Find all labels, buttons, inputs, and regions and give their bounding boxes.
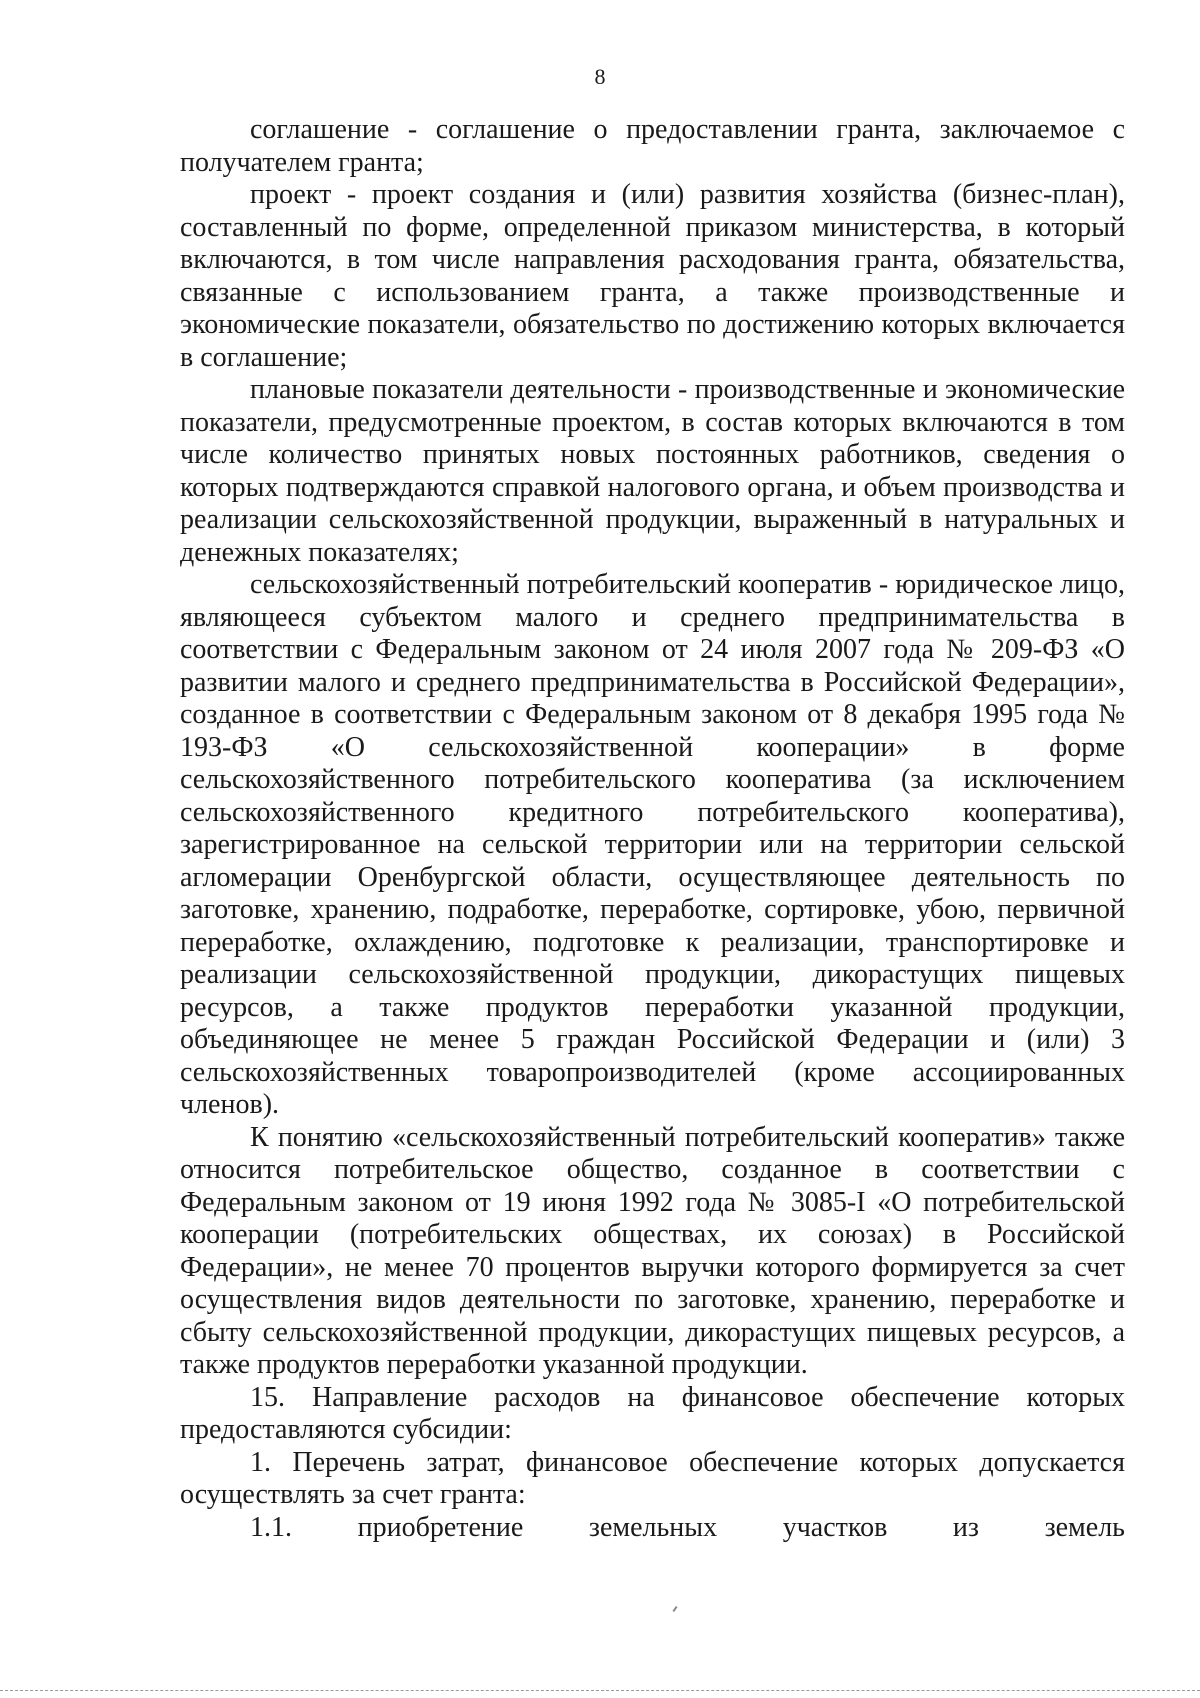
paragraph-planned-indicators-definition: плановые показатели деятельности - производственные и экономические показатели, предусмотренные проектом, в состав которых включаются в том числе количество принятых новых постоянных работников, сведения о которых подтверждаются справкой налогового органа, и объем производства и реализации сельскохозяйственной продукции, выраженный в натуральных и денежных показателях; xyxy=(180,374,1125,568)
document-body xyxy=(180,114,1125,1544)
paragraph-section-15: 15. Направление расходов на финансовое обеспечение которых предоставляются субсидии: xyxy=(180,1381,1125,1445)
page-number: 8 xyxy=(594,64,606,89)
paragraph-project-definition: проект - проект создания и (или) развития хозяйства (бизнес-план), составленный по форме, определенной приказом министерства, в который включаются, в том числе направления расходования гранта, обязательства, связанные с использованием гранта, а также производственные и экономические показатели, обязательство по достижению которых включается в соглашение; xyxy=(180,179,1125,373)
item-word: приобретение xyxy=(357,1511,524,1543)
paragraph-consumer-society-clarification: К понятию «сельскохозяйственный потребительский кооператив» также относится потребительское общество, созданное в соответствии с Федеральным законом от 19 июня 1992 года № 3085-I «О потребительской кооперации (потребительских обществах, их союзах) в Российской Федерации», не менее 70 процентов выручки которого формируется за счет осуществления видов деятельности по заготовке, хранению, переработке и сбыту сельскохозяйственной продукции, дикорастущих пищевых ресурсов, а также продуктов переработки указанной продукции. xyxy=(180,1121,1125,1380)
paragraph-item-1-1 xyxy=(180,1512,1125,1545)
item-word: земель xyxy=(1044,1511,1125,1543)
item-word: из xyxy=(952,1511,979,1543)
scan-mark xyxy=(672,1606,677,1612)
item-number: 1.1. xyxy=(250,1511,292,1543)
paragraph-cooperative-definition: сельскохозяйственный потребительский кооператив - юридическое лицо, являющееся субъектом малого и среднего предпринимательства в соответствии с Федеральным законом от 24 июля 2007 года № 209-ФЗ «О развитии малого и среднего предпринимательства в Российской Федерации», созданное в соответствии с Федеральным законом от 8 декабря 1995 года № 193-ФЗ «О сельскохозяйственной кооперации» в форме сельскохозяйственного потребительского кооператива (за исключением сельскохозяйственного кредитного потребительского кооператива), зарегистрированное на сельской территории или на территории сельской агломерации Оренбургской области, осуществляющее деятельность по заготовке, хранению, подработке, переработке, сортировке, убою, первичной переработке, охлаждению, подготовке к реализации, транспортировке и реализации сельскохозяйственной продукции, дикорастущих пищевых ресурсов, а также продуктов переработки указанной продукции, объединяющее не менее 5 граждан Российской Федерации и (или) 3 сельскохозяйственных товаропроизводителей (кроме ассоциированных членов). xyxy=(180,569,1125,1120)
item-word: земельных xyxy=(588,1511,718,1543)
scan-bottom-edge xyxy=(0,1690,1200,1691)
paragraph-cost-list: 1. Перечень затрат, финансовое обеспечение которых допускается осуществлять за счет гранта: xyxy=(180,1446,1125,1510)
paragraph-agreement-definition: соглашение - соглашение о предоставлении гранта, заключаемое с получателем гранта; xyxy=(180,114,1125,178)
item-word: участков xyxy=(782,1511,888,1543)
